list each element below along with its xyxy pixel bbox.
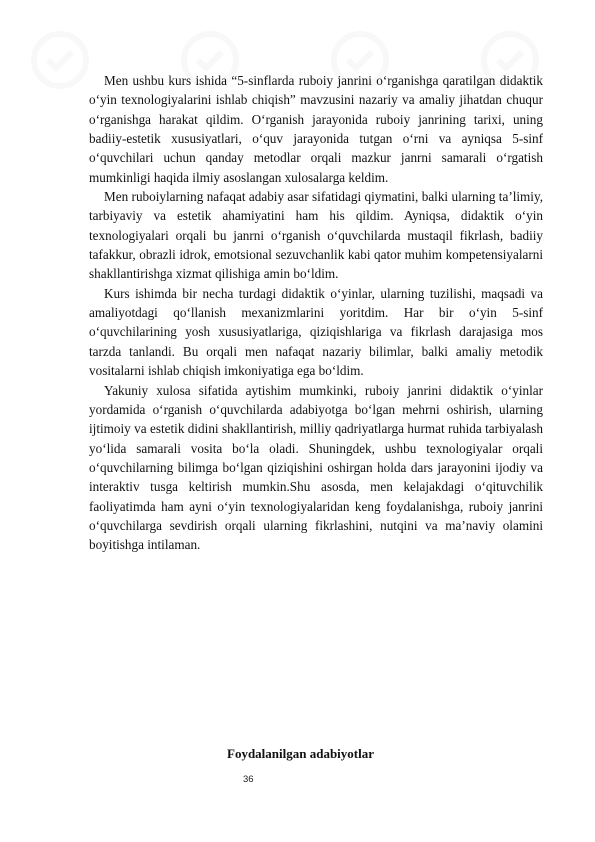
page-number: 36 [243, 774, 254, 785]
references-heading: Foydalanilgan adabiyotlar [227, 746, 374, 761]
conclusion-paragraph-1: Men ushbu kurs ishida “5-sinflarda ruboiy janrini o‘rganishga qaratilgan didaktik o‘yin texnologiyalarini ishlab chiqish” mavzusini nazariy va amaliy jihatdan chuqur o‘rganishga harakat qildim. O‘rganish jarayonida ruboiy janrining tarixi, uning badiiy-estetik xususiyatlari, o‘quv jarayonida tutgan o‘rni va ayniqsa 5-sinf o‘quvchilari uchun qanday metodlar orqali mazkur janrni samarali o‘rgatish mumkinligi haqida ilmiy asoslangan xulosalarga keldim. [89, 73, 543, 185]
watermark-logo-icon [30, 30, 90, 90]
main-text-body [89, 71, 543, 555]
conclusion-paragraph-3: Kurs ishimda bir necha turdagi didaktik o‘yinlar, ularning tuzilishi, maqsadi va amaliyotdagi qo‘llanish mexanizmlarini yoritdim. Har bir o‘yin 5-sinf o‘quvchilarining yosh xususiyatlariga, qiziqishlariga va fikrlash darajasiga mos tarzda tanlandi. Bu orqali men nafaqat nazariy bilimlar, balki amaliy metodik vositalarni ishlab chiqish imkoniyatiga ega bo‘ldim. [89, 285, 543, 379]
conclusion-paragraph-2: Men ruboiylarning nafaqat adabiy asar sifatidagi qiymatini, balki ularning ta’limiy, tarbiyaviy va estetik ahamiyatini ham his qildim. Ayniqsa, didaktik o‘yin texnologiyalari orqali bu janrni o‘rganish o‘quvchilarda mustaqil fikrlash, badiiy tafakkur, obrazli idrok, emotsional sezuvchanlik kabi qator muhim kompetensiyalarni shakllantirishga xizmat qilishiga amin bo‘ldim. [89, 189, 543, 282]
conclusion-paragraph-4: Yakuniy xulosa sifatida aytishim mumkinki, ruboiy janrini didaktik o‘yinlar yordamida o‘rganish o‘quvchilarda adabiyotga bo‘lgan mehrni oshirish, ularning ijtimoiy va estetik didini shakllantirish, milliy qadriyatlarga hurmat ruhida tarbiyalash yo‘lida samarali vosita bo‘la oladi. Shuningdek, ushbu texnologiyalar orqali o‘quvchilarning bilimga bo‘lgan qiziqishini oshirgan holda dars jarayonini ijodiy va interaktiv tusga keltirish mumkin.Shu asosda, men kelajakdagi o‘qituvchilik faoliyatimda ham ayni o‘yin texnologiyalaridan keng foydalanishga, ruboiy janrini o‘quvchilarga sevdirish orqali ularning fikrlashini, nutqini va ma’naviy olamini boyitishga intilaman. [89, 382, 543, 553]
